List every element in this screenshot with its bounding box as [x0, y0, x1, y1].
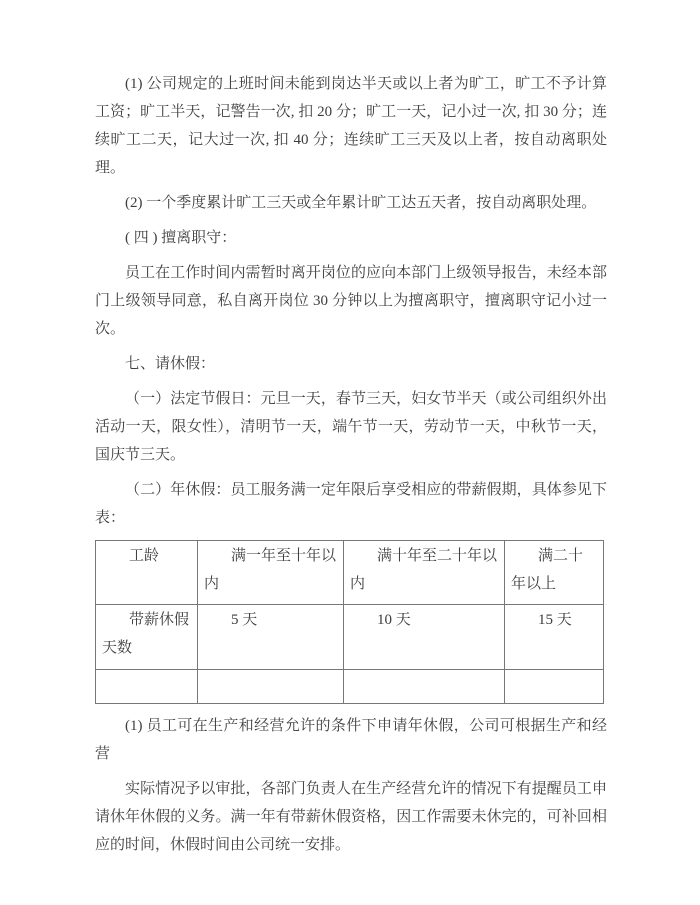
table-header-cell-over-20: 满二十年以上	[505, 541, 604, 605]
table-header-cell-10-to-20: 满十年至二十年以内	[344, 541, 505, 605]
paragraph-leaving-post: 员工在工作时间内需暂时离开岗位的应向本部门上级领导报告，未经本部门上级领导同意，私自离开岗位 30 分钟以上为擅离职守，擅离职守记小过一次。	[95, 265, 607, 337]
table-header-row	[96, 541, 604, 605]
paragraph-annual-leave-intro: （二）年休假：员工服务满一定年限后享受相应的带薪假期，具体参见下表：	[95, 482, 607, 526]
heading-section-leave: 七、请休假：	[125, 356, 216, 372]
paragraph-annual-leave-apply-1: (1) 员工可在生产和经营允许的条件下申请年休假，公司可根据生产和经营	[95, 718, 607, 762]
table-empty-cell	[198, 670, 344, 704]
table-header-cell-seniority: 工龄	[96, 541, 198, 605]
paragraph-absence-rule-2: (2) 一个季度累计旷工三天或全年累计旷工达五天者，按自动离职处理。	[125, 195, 597, 211]
table-cell-days-5: 5 天	[198, 605, 344, 670]
table-cell-days-10: 10 天	[344, 605, 505, 670]
table-empty-row	[96, 670, 604, 704]
paragraph-absence-rule-1: (1) 公司规定的上班时间未能到岗达半天或以上者为旷工，旷工不予计算工资；旷工半天，记警告一次, 扣 20 分；旷工一天，记小过一次, 扣 30 分；连续旷工二天，记大过一次, 扣 40 分；连续旷工三天及以上者，按自动离职处理。	[95, 76, 607, 176]
table-empty-cell	[96, 670, 198, 704]
table-row-paid-leave-days	[96, 605, 604, 670]
table-empty-cell	[505, 670, 604, 704]
table-cell-row-label: 带薪休假天数	[96, 605, 198, 670]
table-header-cell-1-to-10: 满一年至十年以内	[198, 541, 344, 605]
table-body	[96, 541, 604, 704]
paragraph-statutory-holidays: （一）法定节假日：元旦一天，春节三天，妇女节半天（或公司组织外出活动一天，限女性），清明节一天，端午节一天，劳动节一天，中秋节一天，国庆节三天。	[95, 391, 607, 463]
table-cell-days-15: 15 天	[505, 605, 604, 670]
heading-section-leaving-post: ( 四 ) 擅离职守：	[125, 230, 237, 246]
paragraph-annual-leave-apply-2: 实际情况予以审批，各部门负责人在生产经营允许的情况下有提醒员工申请休年休假的义务。满一年有带薪休假资格，因工作需要未休完的，可补回相应的时间，休假时间由公司统一安排。	[95, 781, 607, 853]
annual-leave-table	[95, 540, 604, 704]
table-empty-cell	[344, 670, 505, 704]
